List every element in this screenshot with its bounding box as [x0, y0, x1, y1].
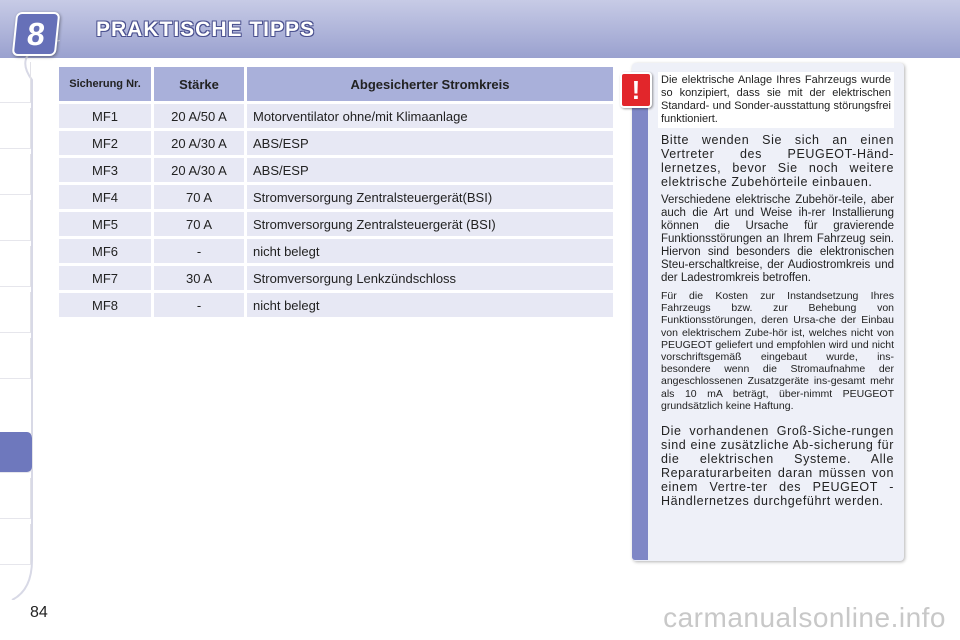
fuse-table: [56, 64, 616, 320]
chapter-tab[interactable]: [0, 154, 31, 195]
chapter-tab[interactable]: [0, 62, 31, 103]
fuse-rating: 20 A/50 A: [154, 104, 244, 128]
column-header-rating: Stärke: [154, 67, 244, 101]
warning-paragraph: Die elektrische Anlage Ihres Fahrzeugs wurde so konzipiert, dass sie mit der elektrischen Standard- und Sonder-ausstattung störungsfrei funktioniert.: [658, 72, 894, 128]
table-row: [59, 266, 613, 290]
chapter-tab[interactable]: [0, 200, 31, 241]
warning-paragraph: Die vorhandenen Groß-Siche-rungen sind eine zusätzliche Ab-sicherung für die elektrischen Systeme. Alle Reparaturarbeiten daran müssen von einem Vertre-ter des PEUGEOT -Händlernetzes durchgeführt werden.: [661, 424, 894, 509]
fuse-rating: 20 A/30 A: [154, 158, 244, 182]
fuse-number: MF1: [59, 104, 151, 128]
table-row: [59, 239, 613, 263]
chapter-tab[interactable]: [0, 338, 31, 379]
page-title: PRAKTISCHE TIPPS: [96, 18, 316, 41]
fuse-number: MF5: [59, 212, 151, 236]
fuse-circuit: Stromversorgung Zentralsteuergerät(BSI): [247, 185, 613, 209]
fuse-circuit: ABS/ESP: [247, 158, 613, 182]
warning-paragraph: Bitte wenden Sie sich an einen Vertreter des PEUGEOT-Händ-lernetzes, bevor Sie noch weitere elektrische Zubehörteile einbauen.: [661, 133, 894, 189]
chapter-tab[interactable]: [0, 524, 31, 565]
chapter-tabs: [0, 62, 34, 582]
chapter-tab[interactable]: [0, 108, 31, 149]
warning-paragraph: Verschiedene elektrische Zubehör-teile, aber auch die Art und Weise ih-rer Installierung können die Ursache für gravierende Funktionsstörungen an Ihrem Fahrzeug sein. Hiervon sind besonders die elektronischen Steu-erschaltkreise, der Audiostromkreis und der Ladestromkreis betroffen.: [661, 194, 894, 284]
fuse-circuit: Stromversorgung Lenkzündschloss: [247, 266, 613, 290]
column-header-fuse-number: Sicherung Nr.: [59, 67, 151, 101]
watermark: carmanualsonline.info: [663, 602, 946, 633]
warning-stripe: [632, 90, 648, 560]
table-row: [59, 185, 613, 209]
chapter-tab[interactable]: [0, 292, 31, 333]
chapter-number-badge: 8: [12, 12, 61, 56]
chapter-tab[interactable]: [0, 246, 31, 287]
fuse-rating: -: [154, 293, 244, 317]
fuse-circuit: nicht belegt: [247, 293, 613, 317]
fuse-rating: 30 A: [154, 266, 244, 290]
chapter-tab-active[interactable]: [0, 432, 33, 473]
fuse-rating: 70 A: [154, 185, 244, 209]
table-row: [59, 212, 613, 236]
warning-icon: !: [620, 72, 652, 108]
warning-paragraph: Für die Kosten zur Instandsetzung Ihres Fahrzeugs bzw. zur Behebung von Funktionsstörungen, deren Ursa-che der Einbau von elektrischem Zube-hör ist, welches nicht von PEUGEOT geliefert und empfohlen wird und nicht vorschriftsgemäß eingebaut wurde, ins-besondere wenn die Stromaufnahme der angeschlossenen Zusatzgeräte ins-gesamt mehr als 10 mA beträgt, über-nimmt PEUGEOT grundsätzlich keine Haftung.: [661, 290, 894, 412]
fuse-rating: 20 A/30 A: [154, 131, 244, 155]
fuse-rating: -: [154, 239, 244, 263]
fuse-circuit: Motorventilator ohne/mit Klimaanlage: [247, 104, 613, 128]
table-row: [59, 104, 613, 128]
fuse-number: MF6: [59, 239, 151, 263]
page-number: 84: [30, 604, 48, 621]
fuse-number: MF7: [59, 266, 151, 290]
column-header-circuit: Abgesicherter Stromkreis: [247, 67, 613, 101]
fuse-circuit: Stromversorgung Zentralsteuergerät (BSI): [247, 212, 613, 236]
fuse-circuit: ABS/ESP: [247, 131, 613, 155]
fuse-number: MF2: [59, 131, 151, 155]
fuse-number: MF4: [59, 185, 151, 209]
chapter-tab[interactable]: [0, 478, 31, 519]
warning-text: [661, 72, 894, 513]
fuse-number: MF3: [59, 158, 151, 182]
table-header-row: [59, 67, 613, 101]
fuse-circuit: nicht belegt: [247, 239, 613, 263]
table-row: [59, 293, 613, 317]
fuse-rating: 70 A: [154, 212, 244, 236]
table-row: [59, 158, 613, 182]
fuse-number: MF8: [59, 293, 151, 317]
table-row: [59, 131, 613, 155]
